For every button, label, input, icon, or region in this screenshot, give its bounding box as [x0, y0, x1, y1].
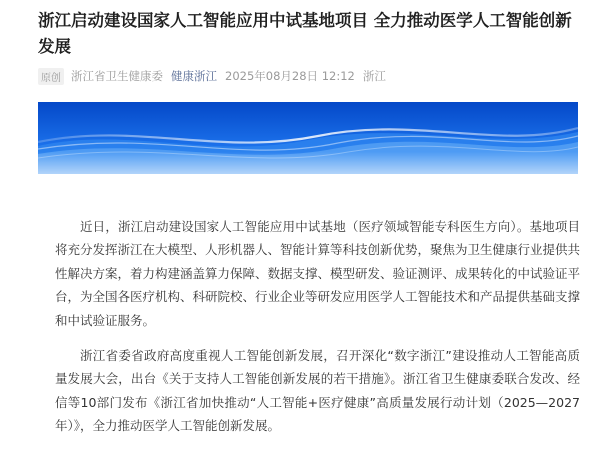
original-badge: 原创: [38, 68, 64, 85]
publish-location: 浙江: [362, 69, 386, 83]
publish-time: 2025年08月28日 12:12: [225, 69, 355, 83]
article-meta: [38, 68, 394, 84]
article-title: 浙江启动建设国家人工智能应用中试基地项目 全力推动医学人工智能创新发展: [38, 11, 572, 56]
banner-image: [38, 102, 578, 174]
paragraph: 浙江省委省政府高度重视人工智能创新发展，召开深化“数字浙江”建设推动人工智能高质量发展大会，出台《关于支持人工智能创新发展的若干措施》。浙江省卫生健康委联合发改、经信等10部门发布《浙江省加快推动“人工智能+医疗健康”高质量发展行动计划（2025—2027年）》，全力推动医学人工智能创新发展。: [55, 348, 580, 434]
article-body: [55, 215, 580, 450]
account-link[interactable]: 健康浙江: [171, 69, 217, 83]
author-name: 浙江省卫生健康委: [71, 69, 163, 83]
paragraph: 近日，浙江启动建设国家人工智能应用中试基地（医疗领域智能专科医生方向）。基地项目将充分发挥浙江在大模型、人形机器人、智能计算等科技创新优势，聚焦为卫生健康行业提供共性解决方案，着力构建涵盖算力保障、数据支撑、模型研发、验证测评、成果转化的中试验证平台，为全国各医疗机构、科研院校、行业企业等研发应用医学人工智能技术和产品提供基础支撑和中试验证服务。: [55, 219, 581, 328]
